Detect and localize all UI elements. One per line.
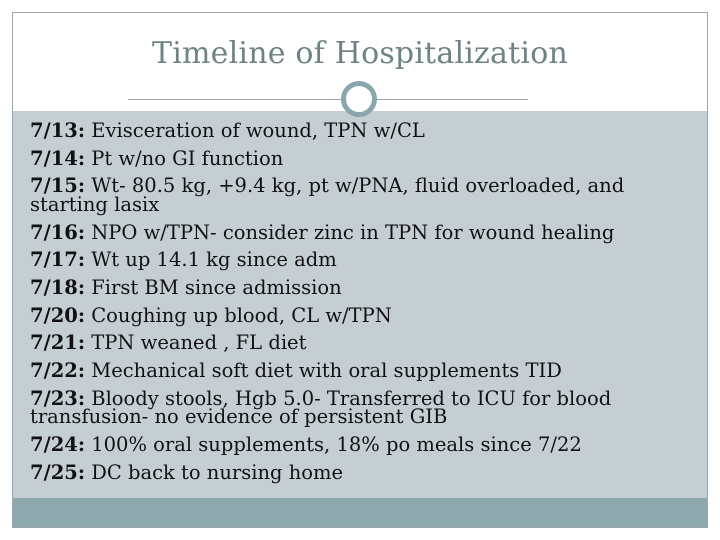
entry-text: Coughing up blood, CL w/TPN [91,303,392,327]
entry-date: 7/17: [30,248,86,272]
entry-text: Pt w/no GI function [91,146,284,170]
timeline-entry [30,460,700,484]
entry-date: 7/23: [30,386,86,410]
timeline-entry [30,386,700,429]
timeline-entry [30,303,700,327]
entry-text: Mechanical soft diet with oral supplements TID [91,359,562,382]
entry-date: 7/14: [30,146,86,170]
entry-text: Wt up 14.1 kg since adm [91,248,337,272]
entry-text: TPN weaned , FL diet [91,331,307,355]
entry-text: Wt- 80.5 kg, +9.4 kg, pt w/PNA, fluid overloaded, and starting lasix [30,174,625,216]
timeline-entry [30,174,700,216]
entry-date: 7/21: [30,331,86,355]
timeline-list [30,119,700,491]
timeline-entry [30,331,700,355]
entry-date: 7/25: [30,460,86,484]
footer-bar [13,498,707,527]
timeline-entry [30,119,700,142]
entry-date: 7/20: [30,303,86,327]
entry-text: First BM since admission [91,275,342,299]
timeline-entry [30,359,700,382]
title-divider [128,99,528,100]
entry-text: 100% oral supplements, 18% po meals since 7/22 [91,432,582,456]
entry-date: 7/24: [30,432,86,456]
entry-date: 7/15: [30,174,86,198]
entry-text: DC back to nursing home [91,460,344,484]
entry-text: NPO w/TPN- consider zinc in TPN for wound healing [91,220,615,244]
entry-date: 7/16: [30,220,86,244]
timeline-entry [30,432,700,456]
timeline-entry [30,146,700,170]
timeline-entry [30,248,700,272]
entry-text: Evisceration of wound, TPN w/CL [91,119,425,142]
timeline-entry [30,275,700,299]
entry-date: 7/13: [30,119,86,142]
timeline-entry [30,220,700,244]
entry-text: Bloody stools, Hgb 5.0- Transferred to ICU for blood transfusion- no evidence of persistent GIB [30,386,612,429]
slide-title: Timeline of Hospitalization [152,36,568,71]
entry-date: 7/22: [30,359,86,382]
entry-date: 7/18: [30,275,86,299]
circle-ornament-icon [341,81,377,117]
